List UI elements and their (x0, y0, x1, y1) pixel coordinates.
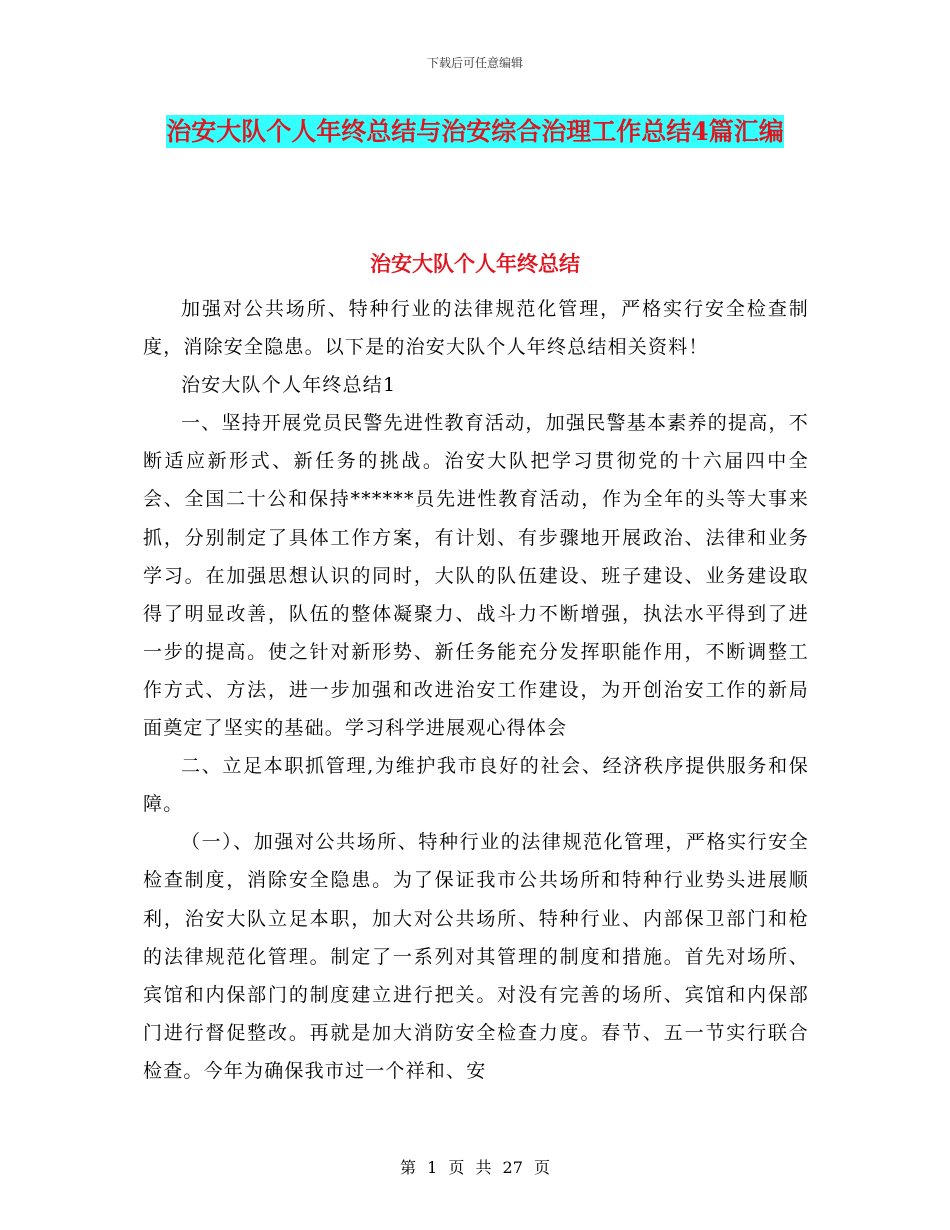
paragraph-3: （一）、加强对公共场所、特种行业的法律规范化管理，严格实行安全检查制度，消除安全隐患。为了保证我市公共场所和特种行业势头进展顺利，治安大队立足本职，加大对公共场所、特种行业、内部保卫部门和枪的法律规范化管理。制定了一系列对其管理的制度和措施。首先对场所、宾馆和内保部门的制度建立进行把关。对没有完善的场所、宾馆和内保部门进行督促整改。再就是加大消防安全检查力度。春节、五一节实行联合检查。今年为确保我市过一个祥和、安 (143, 831, 809, 1082)
document-title-text: 治安大队个人年终总结与治安综合治理工作总结4篇汇编 (166, 117, 784, 146)
document-body (143, 290, 809, 1090)
page-footer: 第 1 页 共 27 页 (400, 1158, 550, 1177)
paragraph-subheading: 治安大队个人年终总结1 (181, 374, 397, 397)
document-title (140, 108, 810, 156)
paragraph-2: 二、立足本职抓管理,为维护我市良好的社会、经济秩序提供服务和保障。 (143, 755, 809, 816)
section-title: 治安大队个人年终总结 (370, 251, 580, 276)
header-note: 下载后可任意编辑 (426, 56, 523, 70)
paragraph-1: 一、坚持开展党员民警先进性教育活动，加强民警基本素养的提高，不断适应新形式、新任务的挑战。治安大队把学习贯彻党的十六届四中全会、全国二十公和保持******员先进性教育活动，作为全年的头等大事来抓，分别制定了具体工作方案，有计划、有步骤地开展政治、法律和业务学习。在加强思想认识的同时，大队的队伍建设、班子建设、业务建设取得了明显改善，队伍的整体凝聚力、战斗力不断增强，执法水平得到了进一步的提高。使之针对新形势、新任务能充分发挥职能作用，不断调整工作方式、方法，进一步加强和改进治安工作建设，为开创治安工作的新局面奠定了坚实的基础。学习科学进展观心得体会 (143, 412, 809, 740)
paragraph-intro: 加强对公共场所、特种行业的法律规范化管理，严格实行安全检查制度，消除安全隐患。以下是的治安大队个人年终总结相关资料！ (143, 298, 809, 359)
